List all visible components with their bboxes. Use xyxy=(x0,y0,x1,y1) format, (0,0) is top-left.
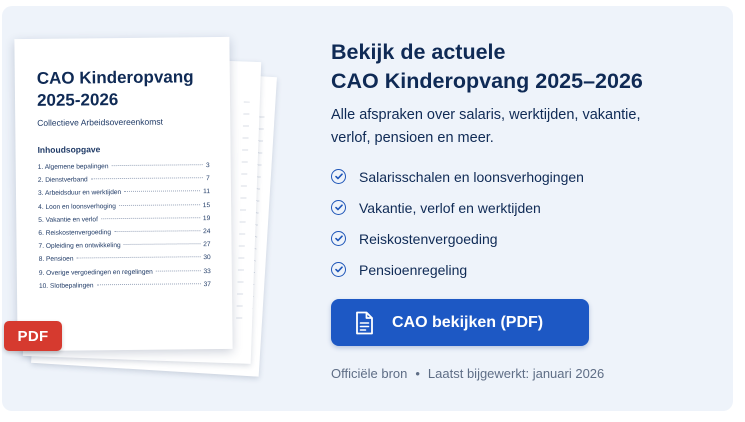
feature-item xyxy=(331,254,584,285)
toc-item: 9. Overige vergoedingen en regelingen 33 xyxy=(38,267,211,277)
last-updated: Laatst bijgewerkt: januari 2026 xyxy=(427,366,605,381)
document-subtitle: Collectieve Arbeidsovereenkomst xyxy=(37,116,163,128)
feature-label: Reiskostenvergoeding xyxy=(359,230,498,247)
toc-item: 1. Algemene bepalingen 3 xyxy=(37,162,210,171)
check-circle-icon xyxy=(331,200,346,215)
toc-item: 4. Loon en loonsverhoging 15 xyxy=(38,201,211,211)
title-line-2: CAO Kinderopvang 2025–2026 xyxy=(331,69,643,93)
separator-dot: • xyxy=(415,366,420,381)
feature-label: Salarisschalen en loonsverhogingen xyxy=(359,168,584,185)
check-circle-icon xyxy=(331,169,346,184)
feature-label: Vakantie, verlof en werktijden xyxy=(359,199,541,216)
toc-heading: Inhoudsopgave xyxy=(37,144,101,155)
feature-item xyxy=(331,192,584,223)
intro-text: Alle afspraken over salaris, werktijden, vakantie, verlof, pensioen en meer. xyxy=(331,107,641,146)
feature-list xyxy=(331,161,584,285)
feature-item xyxy=(331,223,584,254)
check-circle-icon xyxy=(331,231,346,246)
feature-label: Pensioenregeling xyxy=(359,261,468,278)
toc-item: 2. Dienstverband 7 xyxy=(37,175,210,185)
document-title: CAO Kinderopvang 2025-2026 xyxy=(36,67,194,110)
pdf-badge: PDF xyxy=(4,321,62,351)
check-circle-icon xyxy=(331,262,346,277)
feature-item xyxy=(331,161,584,192)
table-of-contents xyxy=(38,162,211,296)
toc-item: 5. Vakantie en verlof 19 xyxy=(38,214,211,224)
document-icon xyxy=(354,311,374,335)
source-info xyxy=(331,366,604,381)
title-line-1: Bekijk de actuele xyxy=(331,40,506,64)
page-title xyxy=(331,38,643,96)
document-preview xyxy=(0,0,300,422)
toc-item: 8. Pensioen 30 xyxy=(38,254,211,264)
toc-item: 3. Arbeidsduur en werktijden 11 xyxy=(37,188,211,198)
view-cao-pdf-button[interactable] xyxy=(331,299,589,346)
document-cover-page xyxy=(14,37,232,351)
source-label: Officiële bron xyxy=(331,366,408,381)
button-label: CAO bekijken (PDF) xyxy=(392,313,544,331)
toc-item: 6. Reiskostenvergoeding 24 xyxy=(38,228,211,237)
toc-item: 10. Slotbepalingen 37 xyxy=(38,280,211,290)
toc-item: 7. Opleiding en ontwikkeling 27 xyxy=(38,241,211,251)
